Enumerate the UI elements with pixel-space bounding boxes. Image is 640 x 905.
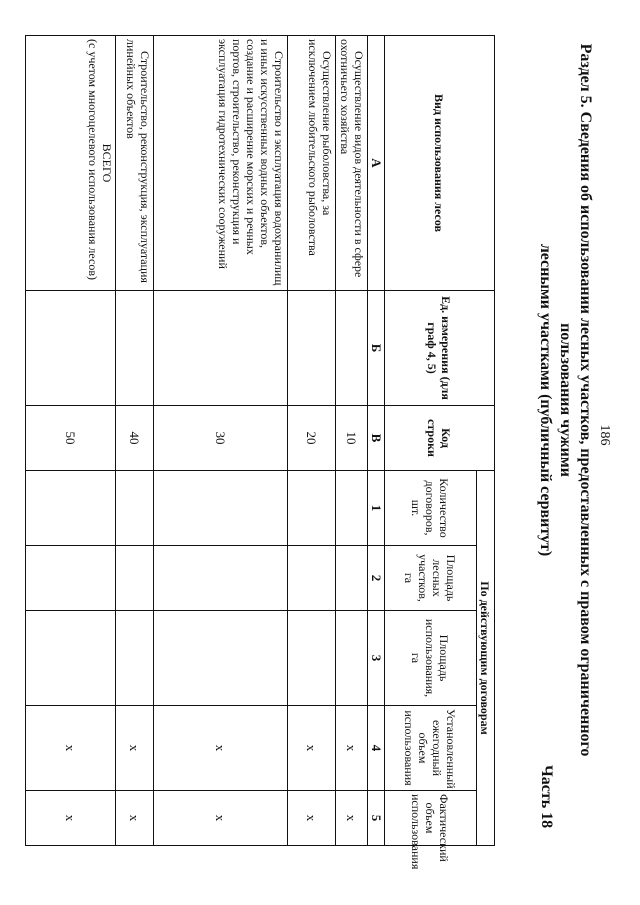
cell-actual-volume: x — [288, 791, 336, 846]
table-row — [154, 36, 288, 846]
row-unit — [336, 291, 368, 406]
row-unit — [116, 291, 154, 406]
cell-plots-area — [154, 546, 288, 611]
header-row-code: Код строки — [385, 406, 495, 471]
cell-annual-volume: x — [288, 706, 336, 791]
row-unit — [26, 291, 116, 406]
cell-usage-area — [336, 611, 368, 706]
column-letter: 3 — [368, 611, 385, 706]
column-letter: В — [368, 406, 385, 471]
cell-usage-area — [154, 611, 288, 706]
header-usage-area: Площадь использования, га — [385, 611, 477, 706]
cell-contracts — [336, 471, 368, 546]
cell-contracts — [154, 471, 288, 546]
row-code: 20 — [288, 406, 336, 471]
cell-annual-volume: x — [116, 706, 154, 791]
section-title-line-2: лесными участками (публичный сервитут) — [537, 243, 554, 557]
part-label: Часть 18 — [538, 765, 555, 829]
cell-actual-volume: x — [154, 791, 288, 846]
column-letters-row — [368, 36, 385, 846]
cell-plots-area — [336, 546, 368, 611]
header-annual-volume: Установленный ежегодный объем использования — [385, 706, 477, 791]
row-label: Осуществление видов деятельности в сфере охотничьего хозяйства — [336, 36, 368, 291]
row-label-total — [26, 36, 116, 291]
column-letter: 1 — [368, 471, 385, 546]
table-row — [288, 36, 336, 846]
cell-contracts — [116, 471, 154, 546]
row-unit — [288, 291, 336, 406]
cell-annual-volume: x — [154, 706, 288, 791]
cell-usage-area — [116, 611, 154, 706]
cell-usage-area — [26, 611, 116, 706]
header-contracts-count: Количество договоров, шт. — [385, 471, 477, 546]
total-label-note: (с учетом многоцелевого использования лесов) — [86, 39, 100, 280]
table-row — [336, 36, 368, 846]
cell-annual-volume: x — [26, 706, 116, 791]
row-code: 40 — [116, 406, 154, 471]
row-label: Строительство, реконструкция, эксплуатация линейных объектов — [116, 36, 154, 291]
header-actual-volume: Фактический объем использования — [385, 791, 477, 846]
section-title — [535, 30, 595, 770]
header-usage-type: Вид использования лесов — [385, 36, 495, 291]
row-unit — [154, 291, 288, 406]
section-title-line-1: Раздел 5. Сведения об использовании лесных участков, предоставленных с правом ограниченного пользования чужими — [557, 43, 594, 757]
page-number: 186 — [597, 424, 612, 446]
row-code: 10 — [336, 406, 368, 471]
column-letter: 4 — [368, 706, 385, 791]
header-plots-area: Площадь лесных участков, га — [385, 546, 477, 611]
column-letter: Б — [368, 291, 385, 406]
row-code: 50 — [26, 406, 116, 471]
column-letter: 2 — [368, 546, 385, 611]
forest-usage-table — [25, 35, 495, 870]
cell-actual-volume: x — [116, 791, 154, 846]
cell-actual-volume: x — [26, 791, 116, 846]
header-unit: Ед. измерения (для граф 4, 5) — [385, 291, 495, 406]
cell-contracts — [26, 471, 116, 546]
cell-plots-area — [116, 546, 154, 611]
cell-plots-area — [288, 546, 336, 611]
header-row-1 — [477, 36, 495, 846]
cell-plots-area — [26, 546, 116, 611]
row-code: 30 — [154, 406, 288, 471]
header-group-current-contracts: По действующим договорам — [477, 471, 495, 846]
table-row-total — [26, 36, 116, 846]
table-row — [116, 36, 154, 846]
total-label: ВСЕГО — [100, 143, 114, 183]
row-label: Строительство и эксплуатация водохранилищ и иных искусственных водных объектов, создание и расширение морских и речных портов, строительство, реконструкция и эксплуатация гидротехнических сооружений — [154, 36, 288, 291]
cell-actual-volume: x — [336, 791, 368, 846]
cell-usage-area — [288, 611, 336, 706]
column-letter: А — [368, 36, 385, 291]
row-label: Осуществление рыболовства, за исключением любительского рыболовства — [288, 36, 336, 291]
column-letter: 5 — [368, 791, 385, 846]
cell-contracts — [288, 471, 336, 546]
cell-annual-volume: x — [336, 706, 368, 791]
